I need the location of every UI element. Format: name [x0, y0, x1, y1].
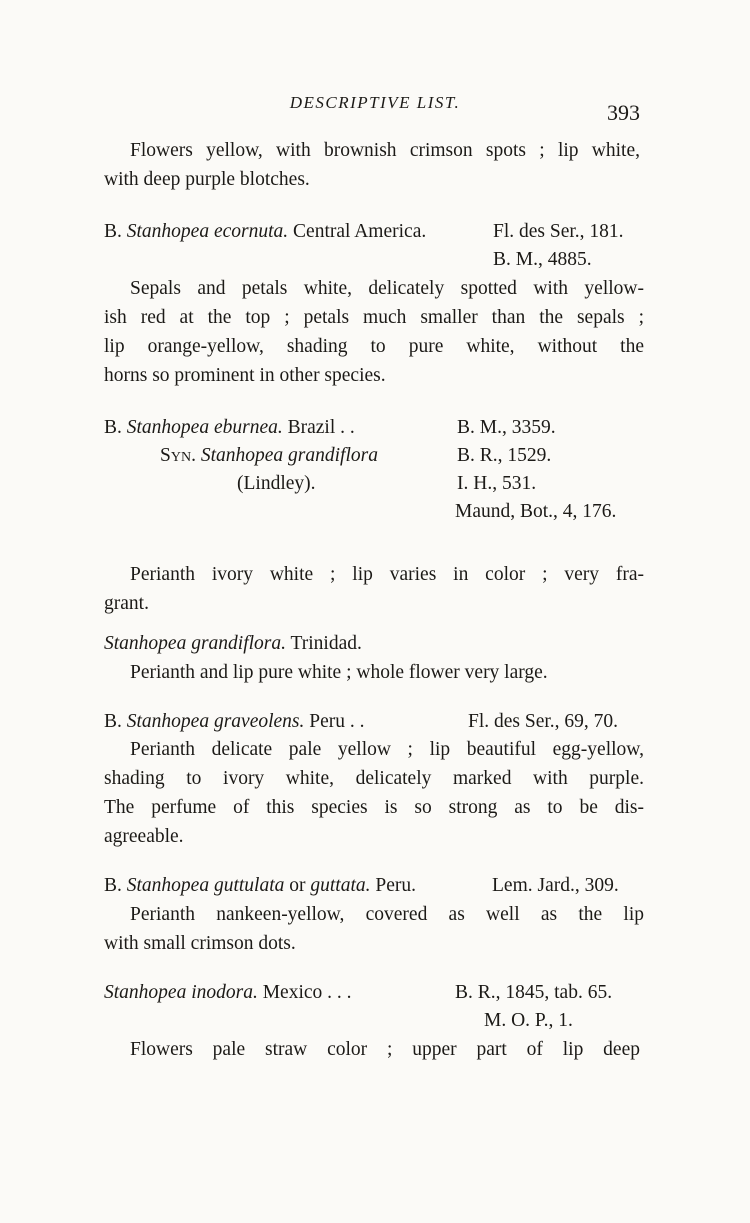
- entry-heading-grandiflora: [104, 630, 644, 658]
- text-line: Perianth ivory white ; lip varies in color ; very fra-: [130, 564, 644, 585]
- entry-prefix: B.: [104, 711, 122, 732]
- entry-prefix: B.: [104, 875, 122, 896]
- entry-heading-inodora: [104, 979, 454, 1007]
- text-line: Perianth nankeen-yellow, covered as well as the lip: [130, 904, 644, 925]
- origin: Brazil . .: [287, 417, 355, 438]
- species-name: Stanhopea eburnea.: [126, 417, 283, 438]
- synonym-label: Syn.: [160, 445, 196, 466]
- text-line: Flowers pale straw color ; upper part of lip deep: [130, 1039, 640, 1060]
- text-line: The perfume of this species is so strong as to be dis-: [104, 797, 644, 818]
- species-name: Stanhopea grandiflora.: [104, 633, 287, 654]
- species-name: Stanhopea graveolens.: [126, 711, 305, 732]
- text-line: ish red at the top ; petals much smaller than the sepals ;: [104, 307, 644, 328]
- origin: Peru.: [375, 875, 417, 896]
- synonym: [160, 442, 378, 470]
- synonym-author: (Lindley).: [237, 473, 316, 494]
- species-name: Stanhopea guttulata: [126, 875, 285, 896]
- entry-prefix: B.: [104, 417, 122, 438]
- reference: Fl. des Ser., 181.: [493, 221, 624, 242]
- text-line: shading to ivory white, delicately marked with purple.: [104, 768, 644, 789]
- reference: B. R., 1529.: [457, 445, 552, 466]
- running-header: DESCRIPTIVE LIST.: [289, 93, 461, 112]
- reference: M. O. P., 1.: [484, 1010, 573, 1031]
- text-line: lip orange-yellow, shading to pure white, without the: [104, 336, 644, 357]
- species-alt-name: guttata.: [310, 875, 371, 896]
- reference: B. M., 3359.: [457, 417, 556, 438]
- reference: I. H., 531.: [457, 473, 537, 494]
- species-name: Stanhopea inodora.: [104, 982, 258, 1003]
- synonym-name: Stanhopea grandiflora: [200, 445, 378, 466]
- conjunction: or: [289, 875, 306, 896]
- text-line: Flowers yellow, with brownish crimson spots ; lip white,: [130, 140, 640, 161]
- reference: Lem. Jard., 309.: [492, 875, 619, 896]
- origin: Peru . .: [309, 711, 365, 732]
- origin: Trinidad.: [290, 633, 362, 654]
- text-line: horns so prominent in other species.: [104, 365, 386, 386]
- page-number: 393: [607, 100, 640, 125]
- text-line: Perianth and lip pure white ; whole flower very large.: [130, 662, 548, 683]
- reference: B. R., 1845, tab. 65.: [455, 982, 613, 1003]
- text-line: Sepals and petals white, delicately spotted with yellow-: [130, 278, 644, 299]
- origin: Mexico . . .: [262, 982, 352, 1003]
- reference: Fl. des Ser., 69, 70.: [468, 711, 619, 732]
- text-line: grant.: [104, 593, 149, 614]
- species-name: Stanhopea ecornuta.: [126, 221, 289, 242]
- entry-heading-eburnea: [104, 414, 454, 442]
- text-line: with small crimson dots.: [104, 933, 296, 954]
- entry-prefix: B.: [104, 221, 122, 242]
- text-line: with deep purple blotches.: [104, 169, 310, 190]
- text-line: agreeable.: [104, 826, 184, 847]
- text-line: Perianth delicate pale yellow ; lip beautiful egg-yellow,: [130, 739, 644, 760]
- origin: Central America.: [293, 221, 427, 242]
- reference: Maund, Bot., 4, 176.: [455, 501, 617, 522]
- reference: B. M., 4885.: [493, 249, 592, 270]
